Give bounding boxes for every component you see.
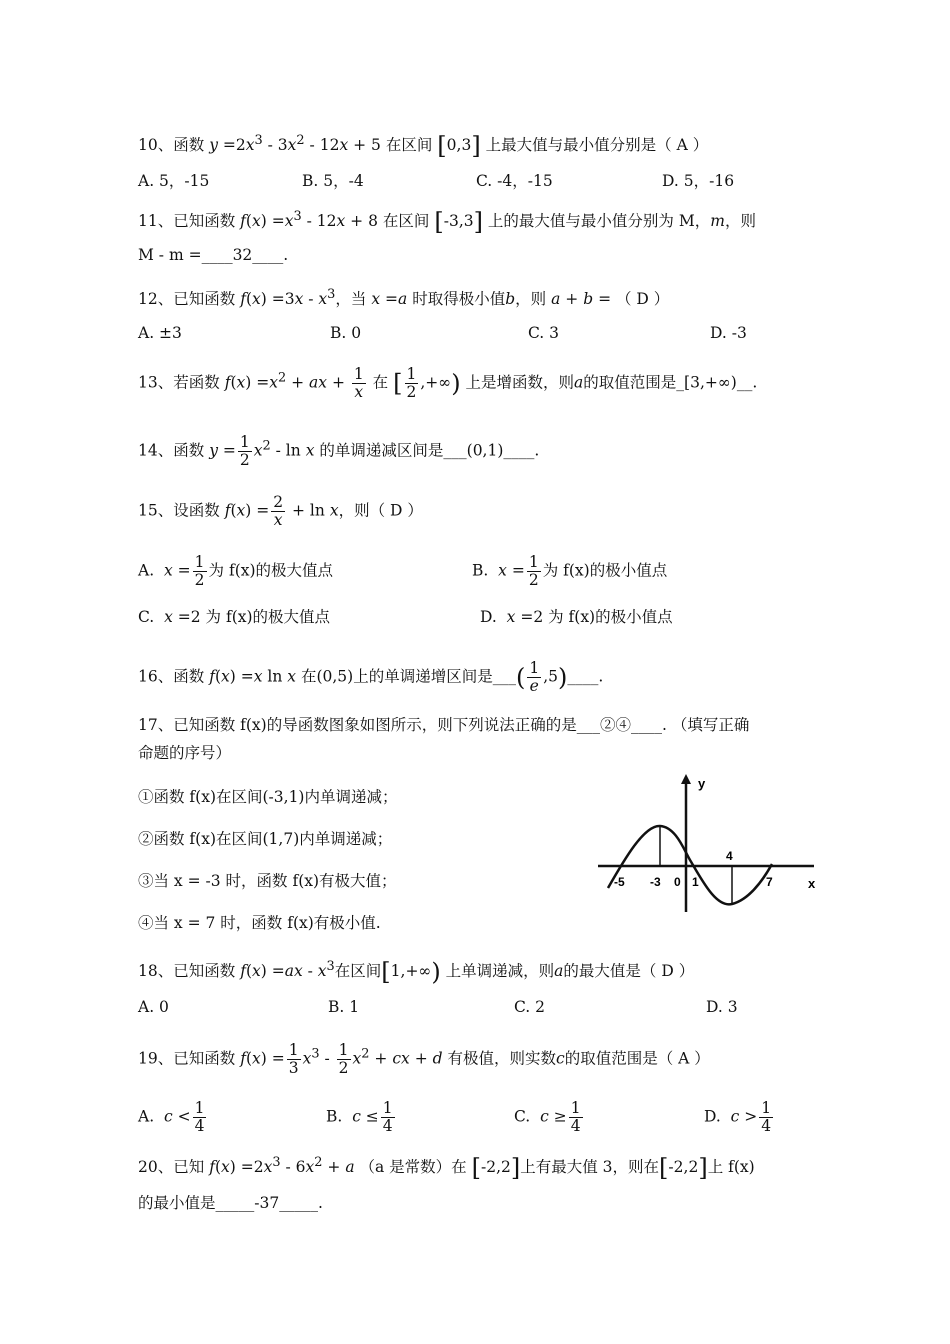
q15-option-a: A. x = $\frac{1}{2}$ 为 f(x)的极大值点 bbox=[138, 553, 334, 589]
q16-line: 16、函数 f(x) =x ln x 在(0,5)上的单调递增区间是___( $\frac{1}{e}$ ,5)____. bbox=[138, 659, 604, 695]
q13-answer: [3,+∞) bbox=[684, 373, 737, 392]
q20-line2: 的最小值是_____-37_____. bbox=[138, 1194, 323, 1212]
q15-option-c: C. x =2 为 f(x)的极大值点 bbox=[138, 608, 331, 626]
q15-option-d: D. x =2 为 f(x)的极小值点 bbox=[480, 608, 673, 626]
q10-line: 10、函数 $y =2x^3 - 3x^2 - 12x + 5$ 在区间 [0,3] 上最大值与最小值分别是（ A ） bbox=[138, 132, 709, 161]
q17-statement-4: ④当 x = 7 时，函数 f(x)有极小值. bbox=[138, 914, 381, 932]
q20-line1: 20、已知 $f(x) =2x^3 - 6x^2 + a$ （a 是常数）在 [-2,2]上有最大值 3，则在[-2,2]上 f(x) bbox=[138, 1154, 755, 1183]
q12-option-d: D. -3 bbox=[710, 324, 747, 342]
q17-statement-2: ②函数 f(x)在区间(1,7)内单调递减； bbox=[138, 830, 393, 848]
q19-option-b: B. c ≤ $\frac{1}{4}$ bbox=[326, 1099, 393, 1135]
tick-7: 7 bbox=[766, 875, 773, 889]
q12-option-a: A. ±3 bbox=[138, 324, 182, 342]
q12-option-c: C. 3 bbox=[528, 324, 560, 342]
q13-line: 13、若函数 $f(x) =x^2$ + ax + $\frac{1}{x}$ 在 [ $\frac{1}{2}$ ,+∞) 上是增函数，则a的取值范围是_[3,+∞)__. bbox=[138, 365, 758, 401]
q19-option-a: A. c < $\frac{1}{4}$ bbox=[138, 1099, 205, 1135]
q19-option-d: D. c > $\frac{1}{4}$ bbox=[704, 1099, 772, 1135]
q10-option-a: A. 5，-15 bbox=[138, 172, 210, 190]
tick-minus3: -3 bbox=[650, 875, 661, 889]
q10-number: 10、 bbox=[138, 136, 174, 155]
y-axis-arrow bbox=[681, 774, 691, 784]
q18-line: 18、已知函数 $f(x) =ax - x^3$在区间[1,+∞) 上单调递减，则a的最大值是（ D ） bbox=[138, 958, 695, 987]
q18-option-c: C. 2 bbox=[514, 998, 546, 1016]
q11-line1: 11、已知函数 $f(x) =x^3 - 12x + 8$ 在区间 [-3,3] 上的最大值与最小值分别为 M，m，则 bbox=[138, 208, 756, 237]
y-label: y bbox=[698, 776, 706, 791]
q11-line2: M - m =____32____. bbox=[138, 246, 289, 264]
q15-line: 15、设函数 f(x) = $\frac{2}{x}$ + ln x，则（ D ） bbox=[138, 493, 423, 529]
q10-option-b: B. 5，-4 bbox=[302, 172, 364, 190]
x-label: x bbox=[808, 876, 816, 891]
tick-minus5: -5 bbox=[614, 875, 625, 889]
q14-line: 14、函数 y = $\frac{1}{2}$ $x^2$ - ln x 的单调递减区间是___(0,1)____. bbox=[138, 433, 540, 469]
q12-option-b: B. 0 bbox=[330, 324, 362, 342]
q17-statement-1: ①函数 f(x)在区间(-3,1)内单调递减； bbox=[138, 788, 398, 806]
q19-line: 19、已知函数 f(x) = $\frac{1}{3}$ $x^3$ - $\frac{1}{2}$ $x^2$ + cx + d 有极值，则实数c的取值范围是（ A ） bbox=[138, 1041, 710, 1077]
q14-answer: (0,1) bbox=[466, 441, 504, 460]
q15-option-b: B. x = $\frac{1}{2}$ 为 f(x)的极小值点 bbox=[472, 553, 668, 589]
q10-option-c: C. -4，-15 bbox=[476, 172, 553, 190]
q17-line2: 命题的序号） bbox=[138, 744, 232, 762]
q19-option-c: C. c ≥ $\frac{1}{4}$ bbox=[514, 1099, 581, 1135]
q12-line: 12、已知函数 $f(x) =3x - x^3$，当 x =a 时取得极小值b，则 a + b = （ D ） bbox=[138, 287, 670, 309]
q17-line1: 17、已知函数 f(x)的导函数图象如图所示，则下列说法正确的是___②④____. （填写正确 bbox=[138, 716, 750, 734]
q18-option-b: B. 1 bbox=[328, 998, 360, 1016]
tick-0: 0 bbox=[674, 875, 681, 889]
tick-1: 1 bbox=[692, 875, 699, 889]
q17-statement-3: ③当 x = -3 时，函数 f(x)有极大值； bbox=[138, 872, 397, 890]
q18-option-d: D. 3 bbox=[706, 998, 738, 1016]
tick-4: 4 bbox=[726, 849, 733, 863]
q18-option-a: A. 0 bbox=[138, 998, 169, 1016]
q10-option-d: D. 5，-16 bbox=[662, 172, 735, 190]
derivative-graph bbox=[594, 770, 822, 918]
